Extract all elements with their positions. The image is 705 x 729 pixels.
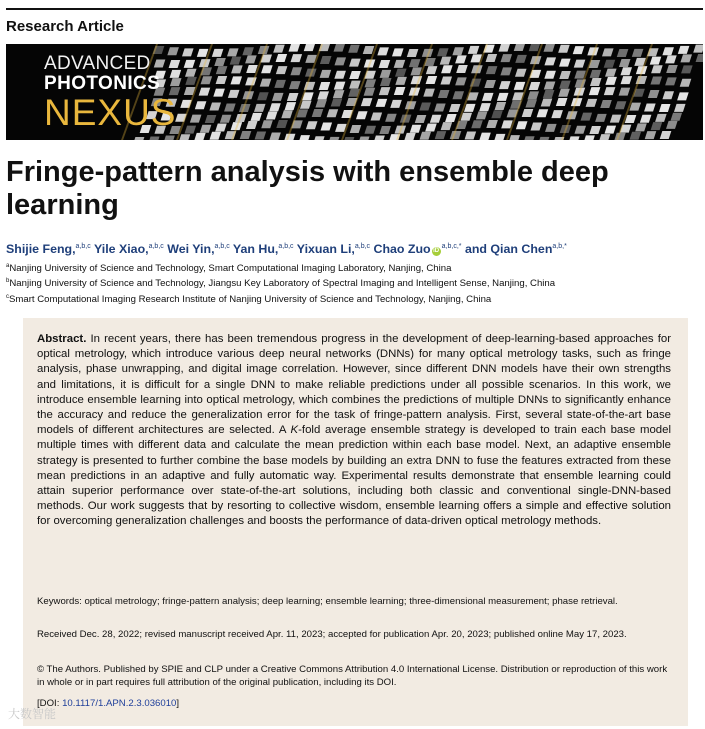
publication-history: Received Dec. 28, 2022; revised manuscript received Apr. 11, 2023; accepted for publication Apr. 20, 2023; published online May 17, 2023. — [37, 629, 627, 640]
section-label: Research Article — [6, 18, 124, 35]
logo-line-photonics: PHOTONICS — [44, 73, 161, 94]
author-affil-mark: a,b,c — [148, 242, 164, 250]
affiliation-text: Nanjing University of Science and Technology, Jiangsu Key Laboratory of Spectral Imaging and Intelligent Sense, Nanjing, China — [9, 278, 556, 290]
author-affil-mark: a,b,* — [552, 242, 567, 250]
affiliation-text: Smart Computational Imaging Research Institute of Nanjing University of Science and Technology, Nanjing, China — [9, 294, 492, 306]
logo-line-nexus: NEXUS — [44, 92, 177, 133]
affiliation-mark: a — [6, 263, 10, 269]
affiliation-item — [6, 291, 555, 306]
abstract-body-rest: -fold average ensemble strategy is developed to train each base model multiple times with different data and calculate the mean prediction within each base model. Next, an adaptive ensemble strategy is presented to further combine the base models by building an extra DNN to fuse the features extracted from these mean predictions in an adaptive and fully automatic way. Experimental results demonstrate that ensemble learning could attain superior performance over state-of-the-art solutions, including both classic and conventional single-DNN-based methods. Our work suggests that by resorting to collective wisdom, ensemble learning offers a simple and effective solution for overcoming generalization challenges and boosts the performance of data-driven optical metrology methods. — [37, 424, 671, 528]
affiliation-mark: b — [6, 278, 10, 285]
abstract-text — [37, 332, 671, 530]
author-affil-mark: a,b,c — [214, 242, 230, 250]
journal-banner — [6, 44, 703, 140]
watermark: 大数智能 — [8, 707, 57, 721]
doi-suffix: ] — [176, 698, 180, 709]
journal-logo — [44, 54, 176, 131]
doi-prefix: [DOI: — [37, 698, 63, 709]
author-affil-mark: a,b,c — [278, 242, 294, 250]
author-affil-mark: a,b,c — [354, 242, 371, 250]
author-name[interactable]: Yixuan Li, — [296, 242, 355, 256]
affiliation-list — [6, 260, 555, 306]
author-name[interactable]: Yile Xiao, — [93, 242, 149, 256]
author-name[interactable]: and Qian Chen — [464, 242, 553, 256]
abstract-k-symbol: K — [290, 424, 299, 437]
author-affil-mark: a,b,c — [75, 242, 91, 250]
author-name[interactable]: Shijie Feng, — [6, 242, 76, 256]
doi-line — [37, 698, 677, 711]
author-name[interactable]: Yan Hu, — [232, 242, 279, 256]
top-rule — [6, 8, 703, 10]
orcid-icon[interactable]: iD — [433, 248, 440, 254]
paper-title: Fringe-pattern analysis with ensemble deep learning — [6, 156, 609, 221]
affiliation-mark: c — [6, 293, 9, 300]
affiliation-text: Nanjing University of Science and Technology, Smart Computational Imaging Laboratory, Nanjing, China — [9, 263, 452, 275]
author-name[interactable]: Wei Yin, — [167, 242, 215, 256]
affiliation-item — [6, 275, 555, 290]
abstract-box — [23, 318, 688, 726]
keywords: Keywords: optical metrology; fringe-pattern analysis; deep learning; ensemble learning; three-dimensional measurement; phase retrieval. — [37, 596, 618, 607]
abstract-label: Abstract. — [37, 333, 87, 345]
logo-line-advanced: ADVANCED — [44, 53, 151, 74]
doi-link[interactable]: 10.1117/1.APN.2.3.036010 — [62, 698, 177, 709]
license-statement: © The Authors. Published by SPIE and CLP under a Creative Commons Attribution 4.0 International License. Distribution or reproduction of this work in whole or in part requires full attribution of the original publication, including its DOI. — [37, 664, 668, 688]
affiliation-item — [6, 260, 555, 275]
abstract-body: In recent years, there has been tremendous progress in the development of deep-learning-based approaches for optical metrology, which introduce various deep neural networks (DNNs) for many optical metrology tasks, such as fringe analysis, phase unwrapping, and digital image correlation. However, since different DNN models have their own strengths and limitations, it is difficult for a single DNN to make reliable predictions under all possible scenarios. In this work, we introduce ensemble learning into optical metrology, which combines the predictions of multiple DNNs to significantly enhance the accuracy and reduce the generalization error for the task of fringe-pattern analysis. First, several state-of-the-art base models of different architectures are selected. A — [37, 333, 671, 437]
author-name[interactable]: Chao Zuo — [373, 242, 431, 256]
author-affil-mark: a,b,c,* — [441, 242, 462, 250]
author-list — [6, 242, 703, 256]
